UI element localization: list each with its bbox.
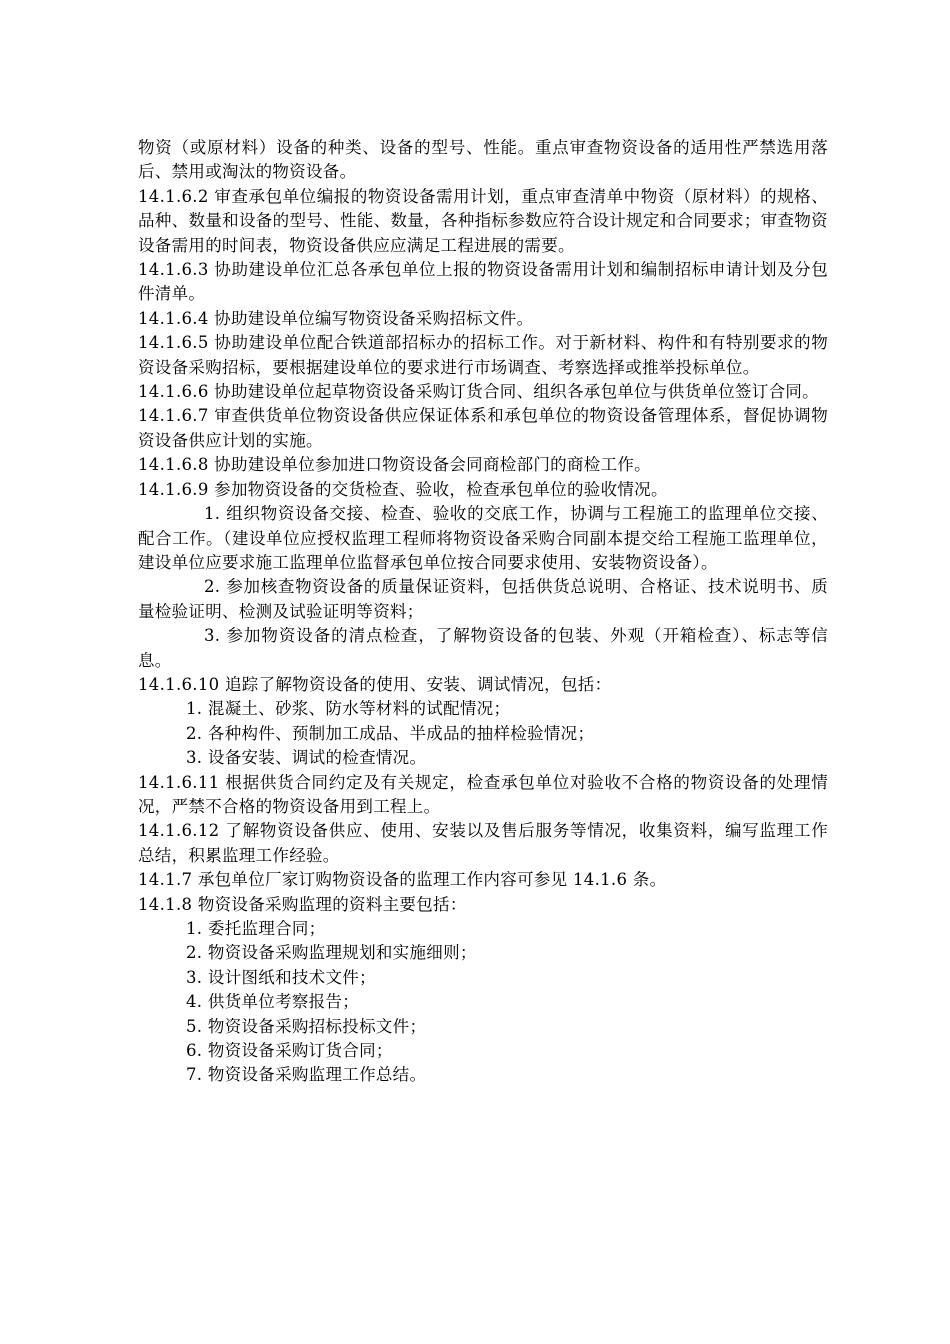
clause-14-1-6-3: 14.1.6.3 协助建设单位汇总各承包单位上报的物资设备需用计划和编制招标申请计划及分包件清单。 bbox=[138, 260, 828, 304]
clause-14-1-7: 14.1.7 承包单位厂家订购物资设备的监理工作内容可参见 14.1.6 条。 bbox=[138, 870, 667, 890]
clause-14-1-8-item-5: 5. 物资设备采购招标投标文件； bbox=[186, 1016, 427, 1036]
clause-14-1-6-9-item-2: 2. 参加核查物资设备的质量保证资料，包括供货总说明、合格证、技术说明书、质量检验证明、检测及试验证明等资料； bbox=[138, 577, 828, 621]
clause-14-1-6-7: 14.1.6.7 审查供货单位物资设备供应保证体系和承包单位的物资设备管理体系，督促协调物资设备供应计划的实施。 bbox=[138, 406, 828, 450]
clause-14-1-8-item-3: 3. 设计图纸和技术文件； bbox=[186, 967, 376, 987]
clause-14-1-6-10-item-3: 3. 设备安装、调试的检查情况。 bbox=[186, 748, 427, 768]
clause-14-1-6-12: 14.1.6.12 了解物资设备供应、使用、安装以及售后服务等情况，收集资料，编写监理工作总结，积累监理工作经验。 bbox=[138, 821, 828, 865]
clause-14-1-6-5: 14.1.6.5 协助建设单位配合铁道部招标办的招标工作。对于新材料、构件和有特别要求的物资设备采购招标，要根据建设单位的要求进行市场调查、考察选择或推举投标单位。 bbox=[138, 333, 828, 377]
clause-14-1-8-item-1: 1. 委托监理合同； bbox=[186, 919, 326, 938]
clause-14-1-6-6: 14.1.6.6 协助建设单位起草物资设备采购订货合同、组织各承包单位与供货单位签订合同。 bbox=[138, 382, 819, 402]
clause-14-1-6-10-item-2: 2. 各种构件、预制加工成品、半成品的抽样检验情况； bbox=[186, 723, 595, 743]
clause-14-1-6-4: 14.1.6.4 协助建设单位编写物资设备采购招标文件。 bbox=[138, 308, 534, 328]
clause-14-1-6-9-item-1: 1. 组织物资设备交接、检查、验收的交底工作，协调与工程施工的监理单位交接、配合工作。（建设单位应授权监理工程师将物资设备采购合同副本提交给工程施工监理单位，建设单位应要求施工监理单位监督承包单位按合同要求使用、安装物资设备）。 bbox=[138, 504, 828, 572]
clause-14-1-8-item-7: 7. 物资设备采购监理工作总结。 bbox=[186, 1065, 427, 1085]
clause-14-1-6-10-item-1: 1. 混凝土、砂浆、防水等材料的试配情况； bbox=[186, 699, 511, 719]
clause-14-1-6-9: 14.1.6.9 参加物资设备的交货检查、验收，检查承包单位的验收情况。 bbox=[138, 479, 668, 499]
clause-14-1-8-item-2: 2. 物资设备采购监理规划和实施细则； bbox=[186, 943, 477, 963]
clause-14-1-8-item-6: 6. 物资设备采购订货合同； bbox=[186, 1041, 393, 1061]
clause-14-1-8-item-4: 4. 供货单位考察报告； bbox=[186, 992, 360, 1012]
clause-14-1-8: 14.1.8 物资设备采购监理的资料主要包括： bbox=[138, 894, 467, 914]
clause-14-1-6-9-item-3: 3. 参加物资设备的清点检查，了解物资设备的包装、外观（开箱检查）、标志等信息。 bbox=[138, 626, 828, 670]
clause-14-1-6-2: 14.1.6.2 审查承包单位编报的物资设备需用计划，重点审查清单中物资（原材料）的规格、品种、数量和设备的型号、性能、数量，各种指标参数应符合设计规定和合同要求；审查物资设备需用的时间表，物资设备供应应满足工程进展的需要。 bbox=[138, 186, 828, 255]
clause-14-1-6-11: 14.1.6.11 根据供货合同约定及有关规定，检查承包单位对验收不合格的物资设备的处理情况，严禁不合格的物资设备用到工程上。 bbox=[138, 772, 828, 816]
paragraph-equipment-types: 物资（或原材料）设备的种类、设备的型号、性能。重点审查物资设备的适用性严禁选用落后、禁用或淘汰的物资设备。 bbox=[138, 138, 828, 182]
clause-14-1-6-8: 14.1.6.8 协助建设单位参加进口物资设备会同商检部门的商检工作。 bbox=[138, 455, 651, 475]
document-body bbox=[138, 136, 828, 1088]
clause-14-1-6-10: 14.1.6.10 追踪了解物资设备的使用、安装、调试情况，包括： bbox=[138, 674, 612, 694]
